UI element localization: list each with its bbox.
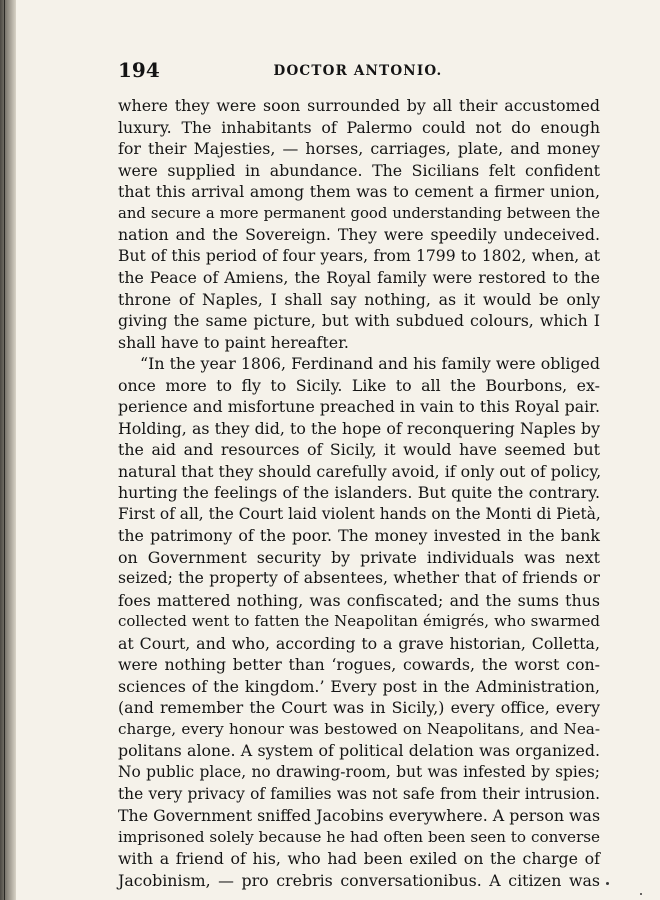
- text-line: charge, every honour was bestowed on Neapolitans, and Nea-: [118, 719, 600, 738]
- page-number: 194: [118, 58, 160, 82]
- text-line: the Peace of Amiens, the Royal family were restored to the: [118, 268, 600, 288]
- text-line: “In the year 1806, Ferdinand and his family were obliged: [140, 354, 600, 374]
- binding-edge-line: [4, 0, 5, 900]
- text-line: were supplied in abundance. The Sicilians felt confident: [118, 160, 600, 180]
- text-line: seized; the property of absentees, whether that of friends or: [118, 569, 600, 588]
- text-line: (and remember the Court was in Sicily,) every office, every: [118, 698, 600, 718]
- paper-speck: [640, 893, 642, 895]
- text-line: luxury. The inhabitants of Palermo could not do enough: [118, 117, 600, 137]
- text-line: foes mattered nothing, was confiscated; and the sums thus: [118, 590, 600, 610]
- text-line: at Court, and who, according to a grave historian, Colletta,: [118, 633, 600, 653]
- text-line: sciences of the kingdom.’ Every post in the Administration,: [118, 676, 600, 696]
- running-head: DOCTOR ANTONIO.: [273, 63, 443, 79]
- text-line: where they were soon surrounded by all their accustomed: [118, 96, 600, 115]
- text-line: nation and the Sovereign. They were speedily undeceived.: [118, 225, 600, 245]
- page-header: [118, 58, 598, 86]
- text-line: First of all, the Court laid violent hands on the Monti di Pietà,: [118, 504, 601, 523]
- text-line: But of this period of four years, from 1799 to 1802, when, at: [118, 246, 600, 265]
- text-line: No public place, no drawing-room, but was infested by spies;: [118, 762, 600, 781]
- text-line: perience and misfortune preached in vain to this Royal pair.: [118, 397, 600, 417]
- text-line: that this arrival among them was to cement a firmer union,: [118, 182, 600, 202]
- text-line: the very privacy of families was not safe from their intrusion.: [118, 784, 600, 803]
- text-line: politans alone. A system of political delation was organized.: [118, 741, 600, 761]
- text-line: and secure a more permanent good understanding between the: [118, 204, 600, 222]
- text-line: on Government security by private individuals was next: [118, 547, 600, 567]
- text-line: hurting the feelings of the islanders. But quite the contrary.: [118, 483, 600, 503]
- text-line: collected went to fatten the Neapolitan émigrés, who swarmed: [118, 612, 600, 631]
- text-line: were nothing better than ‘rogues, cowards, the worst con-: [118, 655, 600, 675]
- text-line: for their Majesties, — horses, carriages, plate, and money: [118, 139, 600, 159]
- text-line: giving the same picture, but with subdued colours, which I: [118, 311, 600, 331]
- text-line: natural that they should carefully avoid, if only out of policy,: [118, 461, 602, 481]
- paper-speck: [606, 882, 609, 885]
- text-line: the aid and resources of Sicily, it would have seemed but: [118, 440, 600, 460]
- text-line: shall have to paint hereafter.: [118, 332, 349, 352]
- text-line: imprisoned solely because he had often been seen to converse: [118, 827, 600, 846]
- book-binding-shadow: [0, 0, 16, 900]
- text-line: the patrimony of the poor. The money invested in the bank: [118, 526, 600, 546]
- body-text: [118, 95, 600, 891]
- text-line: once more to fly to Sicily. Like to all the Bourbons, ex-: [118, 375, 600, 395]
- text-line: Jacobinism, — pro crebris conversationibus. A citizen was: [118, 870, 600, 890]
- text-line: throne of Naples, I shall say nothing, as it would be only: [118, 289, 600, 309]
- text-line: Holding, as they did, to the hope of reconquering Naples by: [118, 418, 600, 438]
- text-line: The Government sniffed Jacobins everywhere. A person was: [118, 806, 601, 826]
- text-line: with a friend of his, who had been exiled on the charge of: [118, 849, 600, 869]
